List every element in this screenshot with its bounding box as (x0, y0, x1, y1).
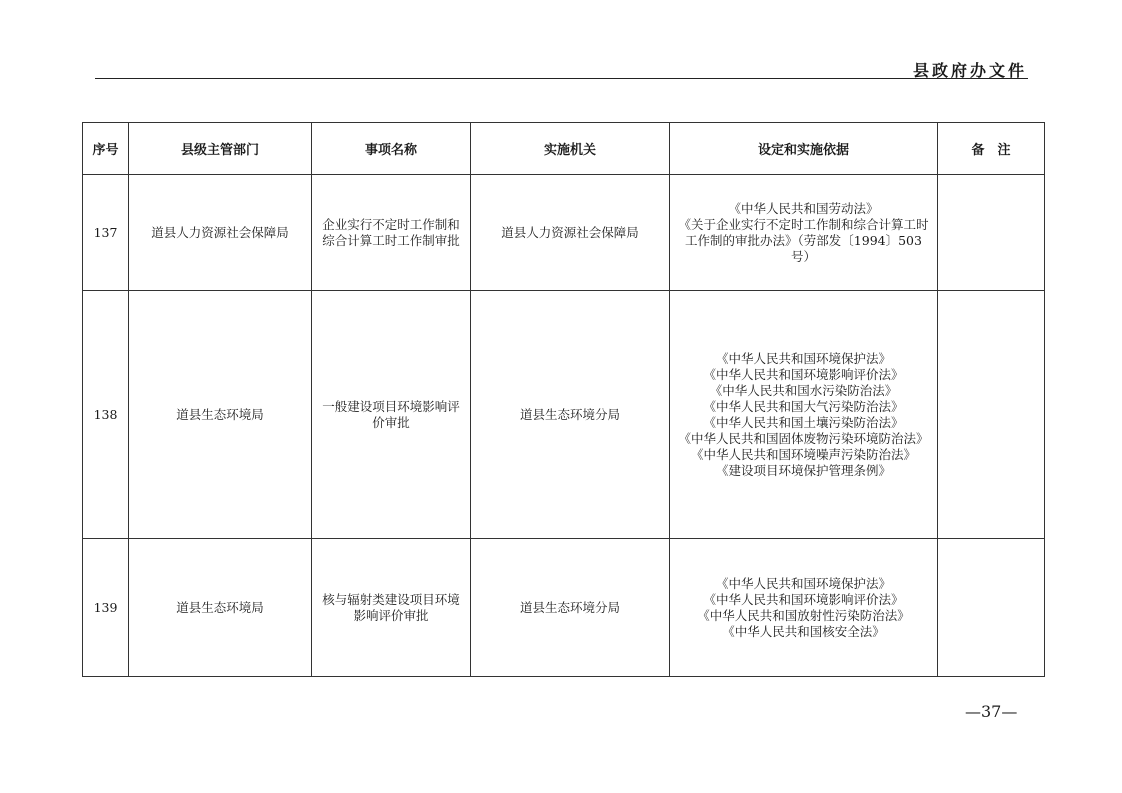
document-header-title: 县政府办文件 (912, 61, 1027, 80)
row-agency: 道县生态环境分局 (471, 539, 670, 677)
header-rule (95, 78, 1028, 79)
basis-line: 《中华人民共和国环境影响评价法》 (703, 366, 904, 382)
col-header-dept: 县级主管部门 (129, 123, 312, 175)
row-basis (670, 175, 938, 291)
col-header-note: 备 注 (938, 123, 1045, 175)
page-number: —37— (965, 702, 1018, 721)
basis-line: 《中华人民共和国土壤污染防治法》 (703, 414, 904, 430)
table-row (83, 291, 1045, 539)
table-row (83, 175, 1045, 291)
row-item: 企业实行不定时工作制和综合计算工时工作制审批 (312, 175, 471, 291)
basis-line: 《中华人民共和国大气污染防治法》 (703, 398, 904, 414)
basis-line: 《中华人民共和国劳动法》 (728, 200, 879, 216)
basis-line: 《中华人民共和国水污染防治法》 (709, 382, 898, 398)
row-dept: 道县生态环境局 (129, 291, 312, 539)
row-number: 138 (83, 291, 129, 539)
row-basis (670, 539, 938, 677)
basis-line: 《中华人民共和国固体废物污染环境防治法》 (678, 430, 929, 446)
row-note (938, 291, 1045, 539)
approval-items-table (82, 122, 1045, 677)
row-number: 139 (83, 539, 129, 677)
row-item: 一般建设项目环境影响评价审批 (312, 291, 471, 539)
row-number: 137 (83, 175, 129, 291)
row-dept: 道县生态环境局 (129, 539, 312, 677)
col-header-basis: 设定和实施依据 (670, 123, 938, 175)
basis-line: 《中华人民共和国环境影响评价法》 (703, 591, 904, 607)
basis-line: 《关于企业实行不定时工作制和综合计算工时工作制的审批办法》（劳部发〔1994〕503 号） (678, 216, 929, 264)
row-agency: 道县人力资源社会保障局 (471, 175, 670, 291)
col-header-no: 序号 (83, 123, 129, 175)
col-header-agency: 实施机关 (471, 123, 670, 175)
col-header-item: 事项名称 (312, 123, 471, 175)
basis-line: 《中华人民共和国环境保护法》 (715, 575, 891, 591)
row-item: 核与辐射类建设项目环境影响评价审批 (312, 539, 471, 677)
table-header-row (83, 123, 1045, 175)
basis-line: 《中华人民共和国环境保护法》 (715, 350, 891, 366)
basis-line: 《中华人民共和国核安全法》 (722, 623, 885, 639)
row-basis (670, 291, 938, 539)
basis-line: 《中华人民共和国环境噪声污染防治法》 (690, 446, 916, 462)
basis-line: 《建设项目环境保护管理条例》 (715, 462, 891, 478)
row-note (938, 175, 1045, 291)
table-row (83, 539, 1045, 677)
row-dept: 道县人力资源社会保障局 (129, 175, 312, 291)
row-agency: 道县生态环境分局 (471, 291, 670, 539)
row-note (938, 539, 1045, 677)
basis-line: 《中华人民共和国放射性污染防治法》 (697, 607, 910, 623)
